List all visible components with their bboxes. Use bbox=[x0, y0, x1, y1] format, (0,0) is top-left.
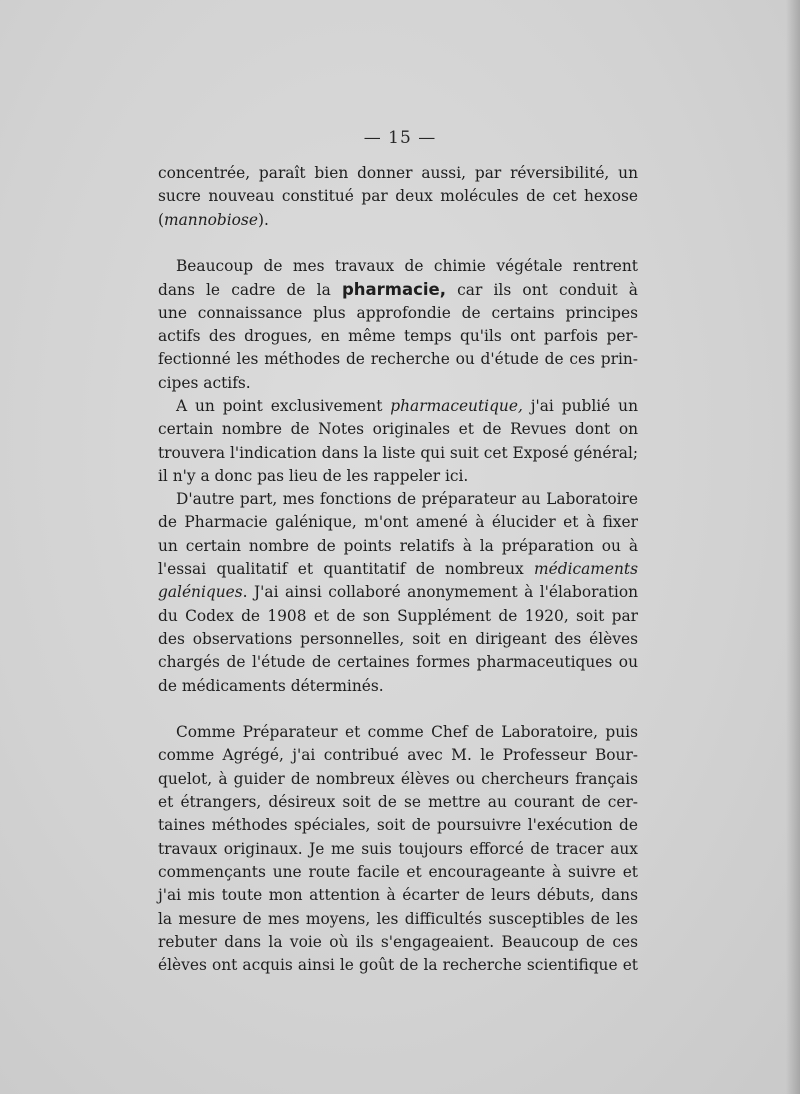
text-line: des observations personnelles, soit en dirigeant des élèves bbox=[158, 629, 638, 648]
page-edge-shadow bbox=[786, 0, 800, 1094]
text-line: trouvera l'indication dans la liste qui suit cet Exposé général; bbox=[158, 443, 639, 462]
italic-term: mannobiose bbox=[164, 210, 258, 229]
text-line: du Codex de 1908 et de son Supplément de 1920, soit par bbox=[158, 606, 638, 625]
text-line: et étrangers, désireux soit de se mettre au courant de cer- bbox=[158, 793, 638, 812]
body-text bbox=[158, 162, 638, 977]
paragraph-3 bbox=[158, 395, 638, 488]
text-line: il n'y a donc pas lieu de les rappeler ici. bbox=[158, 466, 469, 485]
text-line: de médicaments déterminés. bbox=[158, 676, 384, 695]
text-line: de Pharmacie galénique, m'ont amené à élucider et à fixer bbox=[158, 513, 638, 532]
italic-term: médicaments bbox=[534, 560, 638, 579]
text-line: quelot, à guider de nombreux élèves ou chercheurs français bbox=[158, 769, 638, 788]
text-line: D'autre part, mes fonctions de préparateur au Laboratoire bbox=[176, 490, 638, 509]
text-line: galéniques. J'ai ainsi collaboré anonymement à l'élaboration bbox=[158, 583, 638, 602]
text-line: la mesure de mes moyens, les difficultés susceptibles de les bbox=[158, 909, 638, 928]
italic-term: pharmaceutique, bbox=[390, 396, 523, 415]
text-line: fectionné les méthodes de recherche ou d'étude de ces prin- bbox=[158, 350, 638, 369]
text-line: rebuter dans la voie où ils s'engageaient. Beaucoup de ces bbox=[158, 932, 638, 951]
bold-term: pharmacie, bbox=[341, 280, 446, 300]
paragraph-4 bbox=[158, 488, 638, 698]
text-line: concentrée, paraît bien donner aussi, par réversibilité, un bbox=[158, 164, 638, 182]
text-line: Beaucoup de mes travaux de chimie végétale rentrent bbox=[176, 257, 638, 276]
paragraph-5 bbox=[158, 721, 638, 977]
text-line: j'ai mis toute mon attention à écarter de leurs débuts, dans bbox=[158, 886, 638, 905]
text-line: certain nombre de Notes originales et de Revues dont on bbox=[158, 420, 638, 439]
text-line: sucre nouveau constitué par deux molécules de cet hexose bbox=[158, 187, 638, 206]
text-line: Comme Préparateur et comme Chef de Laboratoire, puis bbox=[176, 723, 638, 742]
text-line: travaux originaux. Je me suis toujours efforcé de tracer aux bbox=[158, 839, 638, 858]
italic-term: galéniques bbox=[158, 583, 243, 602]
text-line: un certain nombre de points relatifs à la préparation ou à bbox=[158, 536, 638, 555]
text-line: élèves ont acquis ainsi le goût de la recherche scientifique et bbox=[158, 956, 638, 975]
text-line: cipes actifs. bbox=[158, 373, 251, 392]
page-number: — 15 — bbox=[363, 128, 437, 148]
text-line: taines méthodes spéciales, soit de poursuivre l'exécution de bbox=[158, 816, 638, 835]
paragraph-1 bbox=[158, 162, 638, 232]
text-line: A un point exclusivement pharmaceutique, j'ai publié un bbox=[176, 396, 638, 415]
text-line: dans le cadre de la pharmacie, car ils ont conduit à bbox=[158, 280, 638, 300]
text-line: une connaissance plus approfondie de certains principes bbox=[158, 303, 638, 322]
text-line: l'essai qualitatif et quantitatif de nombreux médicaments bbox=[158, 560, 638, 579]
text-line: commençants une route facile et encourageante à suivre et bbox=[158, 862, 638, 881]
text-line: actifs des drogues, en même temps qu'ils ont parfois per- bbox=[158, 327, 638, 346]
text-line: chargés de l'étude de certaines formes pharmaceutiques ou bbox=[158, 653, 638, 672]
text-line: comme Agrégé, j'ai contribué avec M. le Professeur Bour- bbox=[158, 746, 638, 765]
text-line: (mannobiose). bbox=[158, 210, 269, 229]
paragraph-2 bbox=[158, 255, 638, 395]
